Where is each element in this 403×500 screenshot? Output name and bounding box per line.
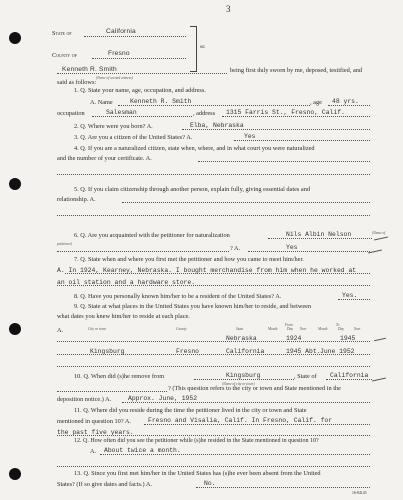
row2-state: California	[226, 348, 265, 355]
q3-answer: Yes	[244, 133, 256, 140]
q12-question: 12. Q. How often did you see the petitioner while (s)he resided in the State mentioned in question 10?	[74, 438, 319, 444]
pen-stroke	[374, 237, 388, 241]
state-line	[84, 36, 186, 37]
affiant-name: Kenneth R. Smith	[62, 66, 117, 73]
q6-question: 6. Q. Are you acquainted with the petitioner for naturalization	[74, 232, 230, 239]
punch-hole	[9, 32, 21, 44]
q5-question-line1: 5. Q. If you claim citizenship through another person, explain fully, giving essential dates and	[74, 186, 311, 193]
col-state: State	[236, 327, 244, 331]
q4-line	[198, 161, 370, 162]
row2-from: 1945 Abt.	[286, 348, 321, 355]
q12-a-label: A.	[90, 448, 97, 455]
q2-question: 2. Q. Where were you born? A.	[74, 123, 153, 130]
q1-age: 48 yrs.	[332, 98, 359, 105]
q6-name-of-caption: (Name of	[372, 231, 386, 235]
q6-petitioner-line	[268, 238, 372, 239]
q13-line	[196, 487, 370, 488]
affiant-line	[57, 73, 227, 74]
q6-answer-line	[248, 251, 370, 252]
q1-age-line	[328, 105, 370, 106]
page-number: 3	[226, 4, 231, 14]
q3-line	[234, 140, 370, 141]
q13-question-line2: States? (If so give dates and facts.) A.	[57, 481, 152, 488]
q6-petitioner-caption: petitioner)	[57, 242, 73, 246]
pen-stroke	[368, 250, 382, 254]
q10-answer: Approx. June, 1952	[128, 395, 198, 402]
col-city: City or town	[88, 327, 106, 331]
q13-answer: No.	[204, 480, 216, 487]
row2-to: June 1952	[320, 348, 355, 355]
q7-question: 7. Q. State when and where you first met the petitioner and how you came to meet him/her.	[74, 256, 304, 263]
q1-a-label: A. Name	[90, 99, 113, 106]
q10-city-caption: (Name of city or town)	[222, 382, 255, 386]
col-from-day: Day	[287, 327, 293, 331]
pen-stroke	[374, 338, 386, 341]
affiant-caption: (Name of second witness)	[96, 76, 133, 80]
q5-line	[122, 202, 370, 203]
q10-answer-line	[122, 402, 370, 403]
county-value: Fresno	[108, 50, 130, 57]
q10-city-line	[194, 379, 294, 380]
pen-stroke	[372, 378, 386, 382]
q9-question-line2: what dates you knew him/her to reside at each place.	[57, 313, 190, 320]
q11-answer-line1: Fresno and Visalia, Calif. In Fresno, Calif. for	[148, 417, 333, 424]
q1-name: Kenneth R. Smith	[130, 98, 192, 105]
q1-occupation: Salesman	[106, 109, 137, 116]
q6-answer: Yes	[286, 244, 298, 251]
q4-line-2	[57, 174, 370, 175]
col-county: County	[176, 327, 187, 331]
q1-address-label: , address	[193, 110, 216, 117]
q13-question-line1: 13. Q. Since you first met him/her in the United States has (s)he ever been absent from the United	[74, 470, 321, 477]
row1-line	[57, 341, 370, 342]
col-to-month: Month	[318, 327, 328, 331]
q2-answer: Elba, Nebraska	[190, 122, 244, 129]
q10-state-label: , State of	[294, 373, 317, 380]
q7-answer-line2: an oil station and a hardware store.	[57, 279, 196, 286]
q1-address-line	[222, 116, 370, 117]
ss-mark: ss:	[200, 45, 206, 50]
col-to-day: Day	[338, 327, 344, 331]
q9-question-line1: 9. Q. State at what places in the United States you have known him/her to reside, and between	[74, 303, 312, 310]
said-text: said as follows:	[57, 79, 97, 86]
q7-answer-line1: A. In 1924, Kearney, Nebraska. I bought merchandise from him when he worked at	[57, 267, 357, 274]
punch-hole	[9, 323, 21, 335]
q4-question-line2: and the number of your certificate. A.	[57, 155, 152, 162]
q3-question: 3. Q. Are you a citizen of the United States? A.	[74, 134, 193, 141]
q10-question: 10. Q. When did (s)he remove from	[74, 373, 165, 380]
q1-age-label: , age	[310, 99, 322, 106]
row1-to: 1945	[340, 335, 356, 342]
row1-state: Nebraska	[226, 335, 257, 342]
punch-hole	[9, 468, 21, 480]
q6-petitioner: Nils Albin Nelson	[286, 231, 352, 238]
county-line	[92, 58, 186, 59]
q12-answer: About twice a month.	[104, 447, 181, 454]
q10-state-line	[326, 379, 372, 380]
brace	[190, 26, 197, 72]
form-number: 16-84145	[352, 491, 367, 495]
state-value: California	[106, 28, 136, 35]
q6-line-2	[57, 251, 229, 252]
sworn-text: being first duly sworn by me, deposed, testified, and	[230, 67, 363, 74]
q10-state: California	[330, 372, 369, 379]
q8-question: 8. Q. Have you personally known him/her to be a resident of the United States? A.	[74, 293, 282, 300]
q10-city: Kingsburg	[226, 372, 261, 379]
col-from-year: Year	[300, 327, 307, 331]
q1-occupation-label: occupation	[57, 110, 85, 117]
state-label: State of	[52, 30, 72, 37]
q8-answer-line	[338, 299, 370, 300]
q6-mark: ? A.	[230, 245, 241, 252]
q12-line	[100, 454, 370, 455]
col-from-caption: From	[285, 323, 293, 327]
row2-county: Fresno	[176, 348, 200, 355]
q11-question-line2: mentioned in question 10? A.	[57, 418, 131, 425]
q5-question-line2: relationship. A.	[57, 196, 96, 203]
county-label: County of	[52, 52, 77, 59]
q1-question: 1. Q. State your name, age, occupation, and address.	[74, 87, 206, 94]
q1-name-line	[118, 105, 310, 106]
q5-line-2	[57, 215, 370, 216]
q12-line-2	[57, 466, 370, 467]
row2-line	[57, 354, 370, 355]
q4-question-line1: 4. Q. If you are a naturalized citizen, state when, where, and in what court you were naturalized	[74, 145, 315, 152]
q2-line	[182, 129, 370, 130]
punch-hole	[9, 178, 21, 190]
q7-line-2	[57, 285, 370, 286]
q1-address: 1315 Farris St., Fresno, Calif.	[226, 109, 345, 116]
q11-question-line1: 11. Q. Where did you reside during the time the petitioner lived in the city or town and State	[74, 407, 307, 414]
col-to-caption: To	[336, 323, 340, 327]
q8-answer: Yes.	[342, 292, 358, 299]
q10-question-line3: deposition notice.) A.	[57, 396, 112, 403]
q10-question-line2: ? (This question refers to the city or town and State mentioned in the	[168, 385, 341, 392]
q11-answer-line2: the past five years.	[57, 429, 134, 436]
q7-line-1	[65, 273, 370, 274]
row1-from: 1924	[286, 335, 302, 342]
col-to-year: Year	[354, 327, 361, 331]
row2-city: Kingsburg	[90, 348, 125, 355]
q11-line-2	[57, 435, 370, 436]
row3-line	[57, 366, 370, 367]
q1-occupation-line	[92, 116, 192, 117]
q9-a-label: A.	[57, 327, 64, 334]
col-from-month: Month	[268, 327, 278, 331]
q11-line-1	[144, 424, 370, 425]
q10-line-2	[57, 391, 167, 392]
